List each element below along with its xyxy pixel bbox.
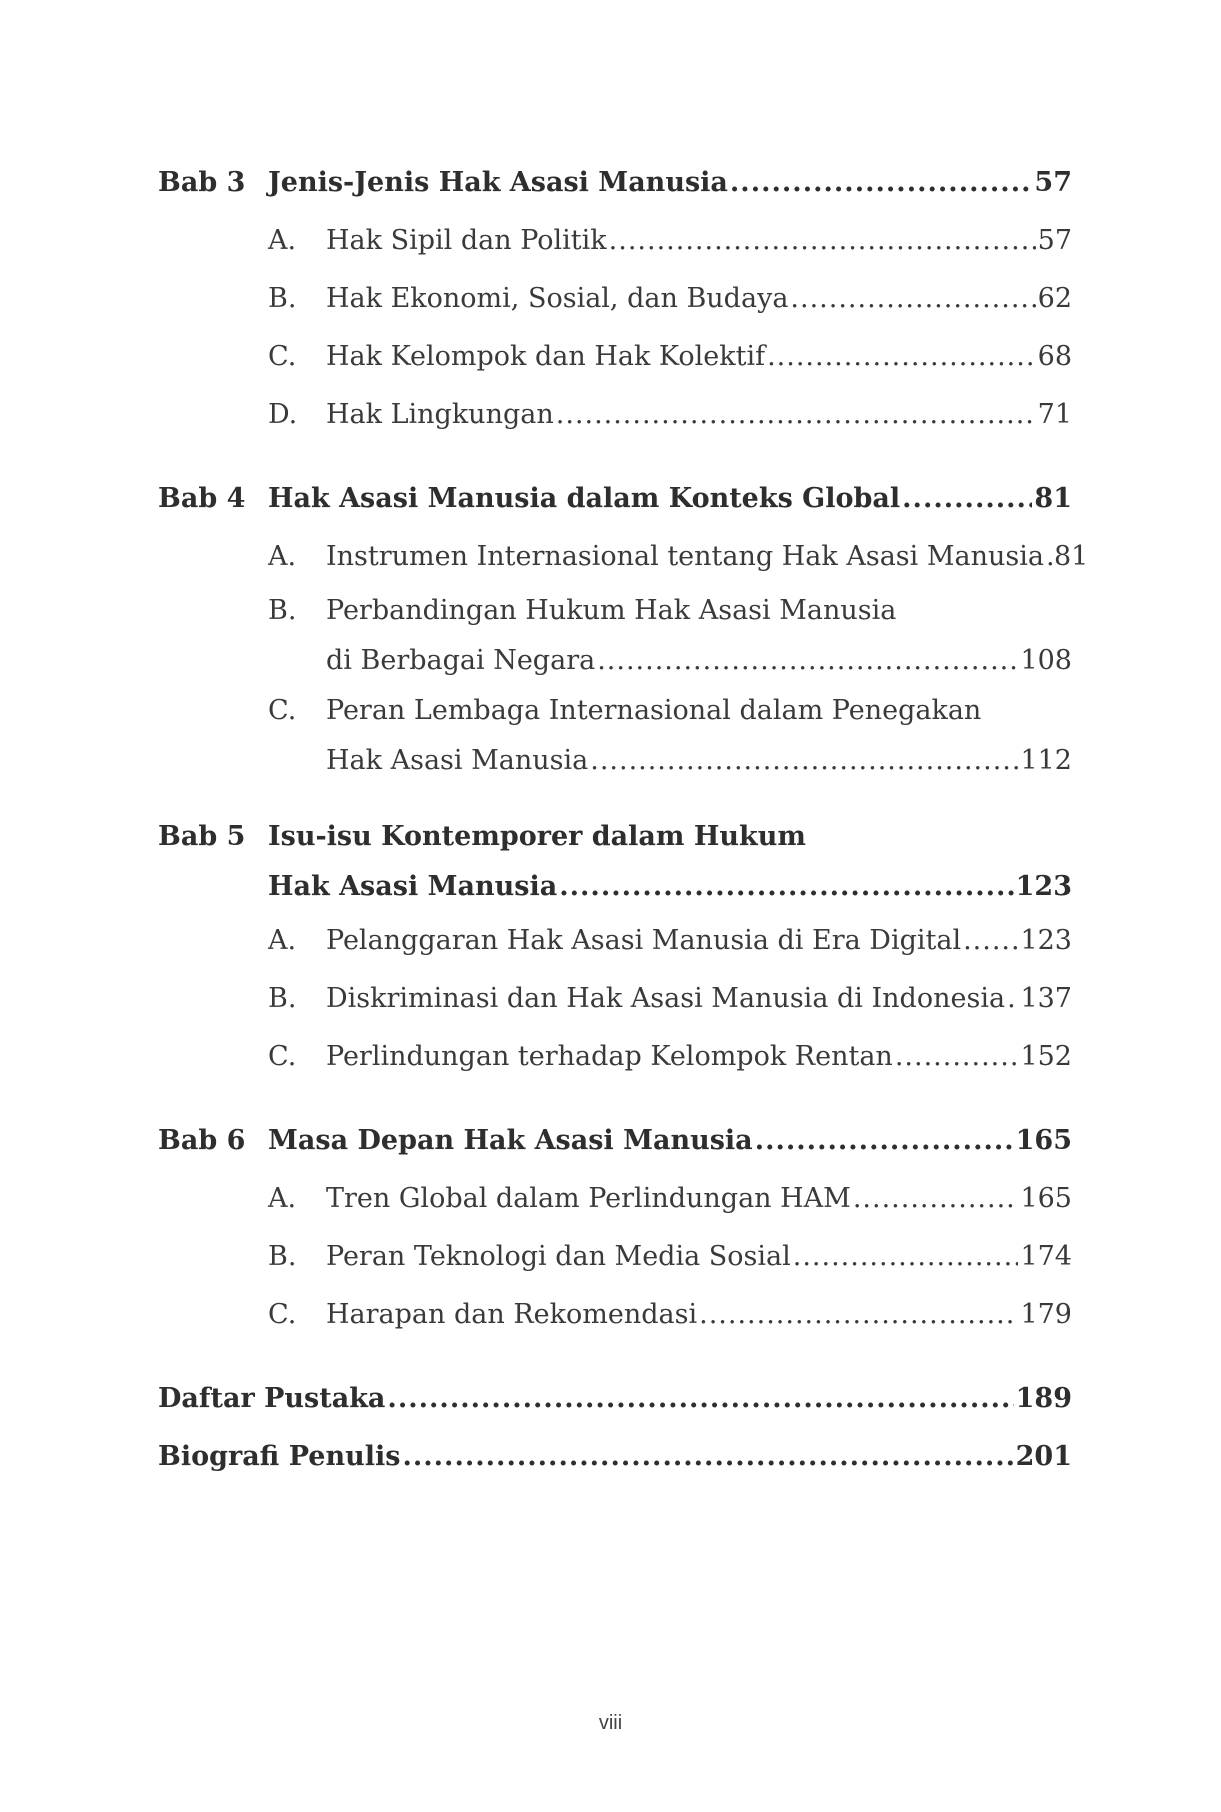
chapter-heading[interactable] [158, 470, 1072, 528]
dot-leader [790, 270, 1035, 328]
chapter-bab-4 [158, 470, 1089, 786]
dot-leader [402, 1428, 1013, 1486]
page-number: 152 [1020, 1041, 1072, 1072]
entry-letter: A. [268, 225, 297, 256]
page-number: 68 [1037, 341, 1072, 372]
entry-letter: A. [268, 541, 297, 572]
entry-letter: D. [268, 399, 298, 430]
entry-title: Diskriminasi dan Hak Asasi Manusia di Indonesia [326, 983, 1006, 1014]
entry-title: Biografi Penulis [158, 1441, 401, 1472]
entry-title: Hak Sipil dan Politik [326, 225, 607, 256]
entry-title-line-1: Peran Lembaga Internasional dalam Penegakan [326, 695, 982, 726]
toc-entry-daftar-pustaka[interactable] [158, 1370, 1072, 1428]
entry-title-line-2: Hak Asasi Manusia [326, 745, 589, 776]
dot-leader [853, 1170, 1019, 1228]
page-number: 123 [1015, 871, 1072, 902]
entry-letter: C. [268, 1299, 297, 1330]
dot-leader [767, 328, 1036, 386]
toc-entry[interactable] [158, 912, 1072, 970]
dot-leader [902, 470, 1032, 528]
chapter-title: Jenis-Jenis Hak Asasi Manusia [268, 167, 728, 198]
page-number: 62 [1037, 283, 1072, 314]
entry-letter: C. [268, 341, 297, 372]
chapter-title-line-1: Isu-isu Kontemporer dalam Hukum [268, 821, 806, 852]
page-number: 189 [1015, 1383, 1072, 1414]
toc-entry-biografi-penulis[interactable] [158, 1428, 1072, 1486]
footer-page-number: viii [598, 1712, 623, 1734]
toc-entry[interactable] [158, 528, 1089, 586]
dot-leader [963, 912, 1018, 970]
entry-letter: C. [268, 695, 297, 726]
entry-title: Harapan dan Rekomendasi [326, 1299, 698, 1330]
page-number: 165 [1015, 1125, 1072, 1156]
page-number: 57 [1037, 225, 1072, 256]
entry-letter: B. [268, 983, 297, 1014]
chapter-title-line-2: Hak Asasi Manusia [268, 871, 558, 902]
entry-letter: A. [268, 925, 297, 956]
chapter-title: Masa Depan Hak Asasi Manusia [268, 1125, 753, 1156]
entry-title: Instrumen Internasional tentang Hak Asasi Manusia [326, 541, 1044, 572]
toc-entry[interactable] [158, 970, 1072, 1028]
entry-title: Hak Ekonomi, Sosial, dan Budaya [326, 283, 789, 314]
entry-title: Hak Lingkungan [326, 399, 554, 430]
dot-leader [590, 736, 1018, 786]
dot-leader [387, 1370, 1013, 1428]
entry-title-line-2: di Berbagai Negara [326, 645, 596, 676]
dot-leader [699, 1286, 1018, 1344]
page-number: 179 [1020, 1299, 1072, 1330]
entry-title: Hak Kelompok dan Hak Kolektif [326, 341, 766, 372]
toc-entry[interactable] [158, 270, 1072, 328]
page-number: 81 [1053, 541, 1089, 572]
entry-letter: B. [268, 1241, 297, 1272]
chapter-heading[interactable] [158, 154, 1072, 212]
toc-entry-continuation[interactable] [158, 736, 1072, 786]
chapter-label: Bab 3 [158, 167, 246, 198]
entry-title: Tren Global dalam Perlindungan HAM [326, 1183, 851, 1214]
page-number: 57 [1034, 167, 1072, 198]
dot-leader [556, 386, 1036, 444]
table-of-contents [158, 154, 1089, 1486]
chapter-heading[interactable] [158, 1112, 1072, 1170]
back-matter [158, 1370, 1072, 1486]
dot-leader [793, 1228, 1019, 1286]
toc-entry[interactable] [158, 328, 1072, 386]
toc-entry[interactable] [158, 386, 1072, 444]
entry-letter: A. [268, 1183, 297, 1214]
toc-entry[interactable] [158, 686, 1072, 736]
entry-title-line-1: Perbandingan Hukum Hak Asasi Manusia [326, 595, 897, 626]
page-number: 165 [1020, 1183, 1072, 1214]
entry-title: Perlindungan terhadap Kelompok Rentan [326, 1041, 893, 1072]
page-number: 174 [1020, 1241, 1072, 1272]
page-number: 108 [1020, 645, 1072, 676]
entry-letter: C. [268, 1041, 297, 1072]
page-number: 123 [1020, 925, 1072, 956]
entry-letter: B. [268, 283, 297, 314]
dot-leader [730, 154, 1033, 212]
chapter-heading[interactable] [158, 812, 1072, 862]
entry-title: Peran Teknologi dan Media Sosial [326, 1241, 791, 1272]
entry-title: Pelanggaran Hak Asasi Manusia di Era Digital [326, 925, 962, 956]
page-number: 112 [1020, 745, 1072, 776]
page-number: 71 [1037, 399, 1072, 430]
chapter-heading-continuation[interactable] [158, 862, 1072, 912]
entry-letter: B. [268, 595, 297, 626]
dot-leader [609, 212, 1036, 270]
entry-title: Daftar Pustaka [158, 1383, 386, 1414]
chapter-label: Bab 6 [158, 1125, 246, 1156]
page-number: 137 [1020, 983, 1072, 1014]
dot-leader [597, 636, 1018, 686]
dot-leader [559, 862, 1013, 912]
toc-entry[interactable] [158, 1228, 1072, 1286]
dot-leader [895, 1028, 1019, 1086]
chapter-bab-3 [158, 154, 1072, 444]
dot-leader [755, 1112, 1014, 1170]
chapter-bab-5 [158, 812, 1072, 1086]
dot-leader [1046, 528, 1052, 586]
dot-leader [1007, 970, 1018, 1028]
toc-entry-continuation[interactable] [158, 636, 1072, 686]
toc-entry[interactable] [158, 1028, 1072, 1086]
toc-entry[interactable] [158, 1286, 1072, 1344]
chapter-title: Hak Asasi Manusia dalam Konteks Global [268, 483, 901, 514]
chapter-label: Bab 5 [158, 821, 246, 852]
toc-entry[interactable] [158, 212, 1072, 270]
page-number: 201 [1015, 1441, 1072, 1472]
chapter-bab-6 [158, 1112, 1072, 1344]
toc-entry[interactable] [158, 1170, 1072, 1228]
page-number: 81 [1034, 483, 1072, 514]
chapter-label: Bab 4 [158, 483, 246, 514]
toc-entry[interactable] [158, 586, 1072, 636]
